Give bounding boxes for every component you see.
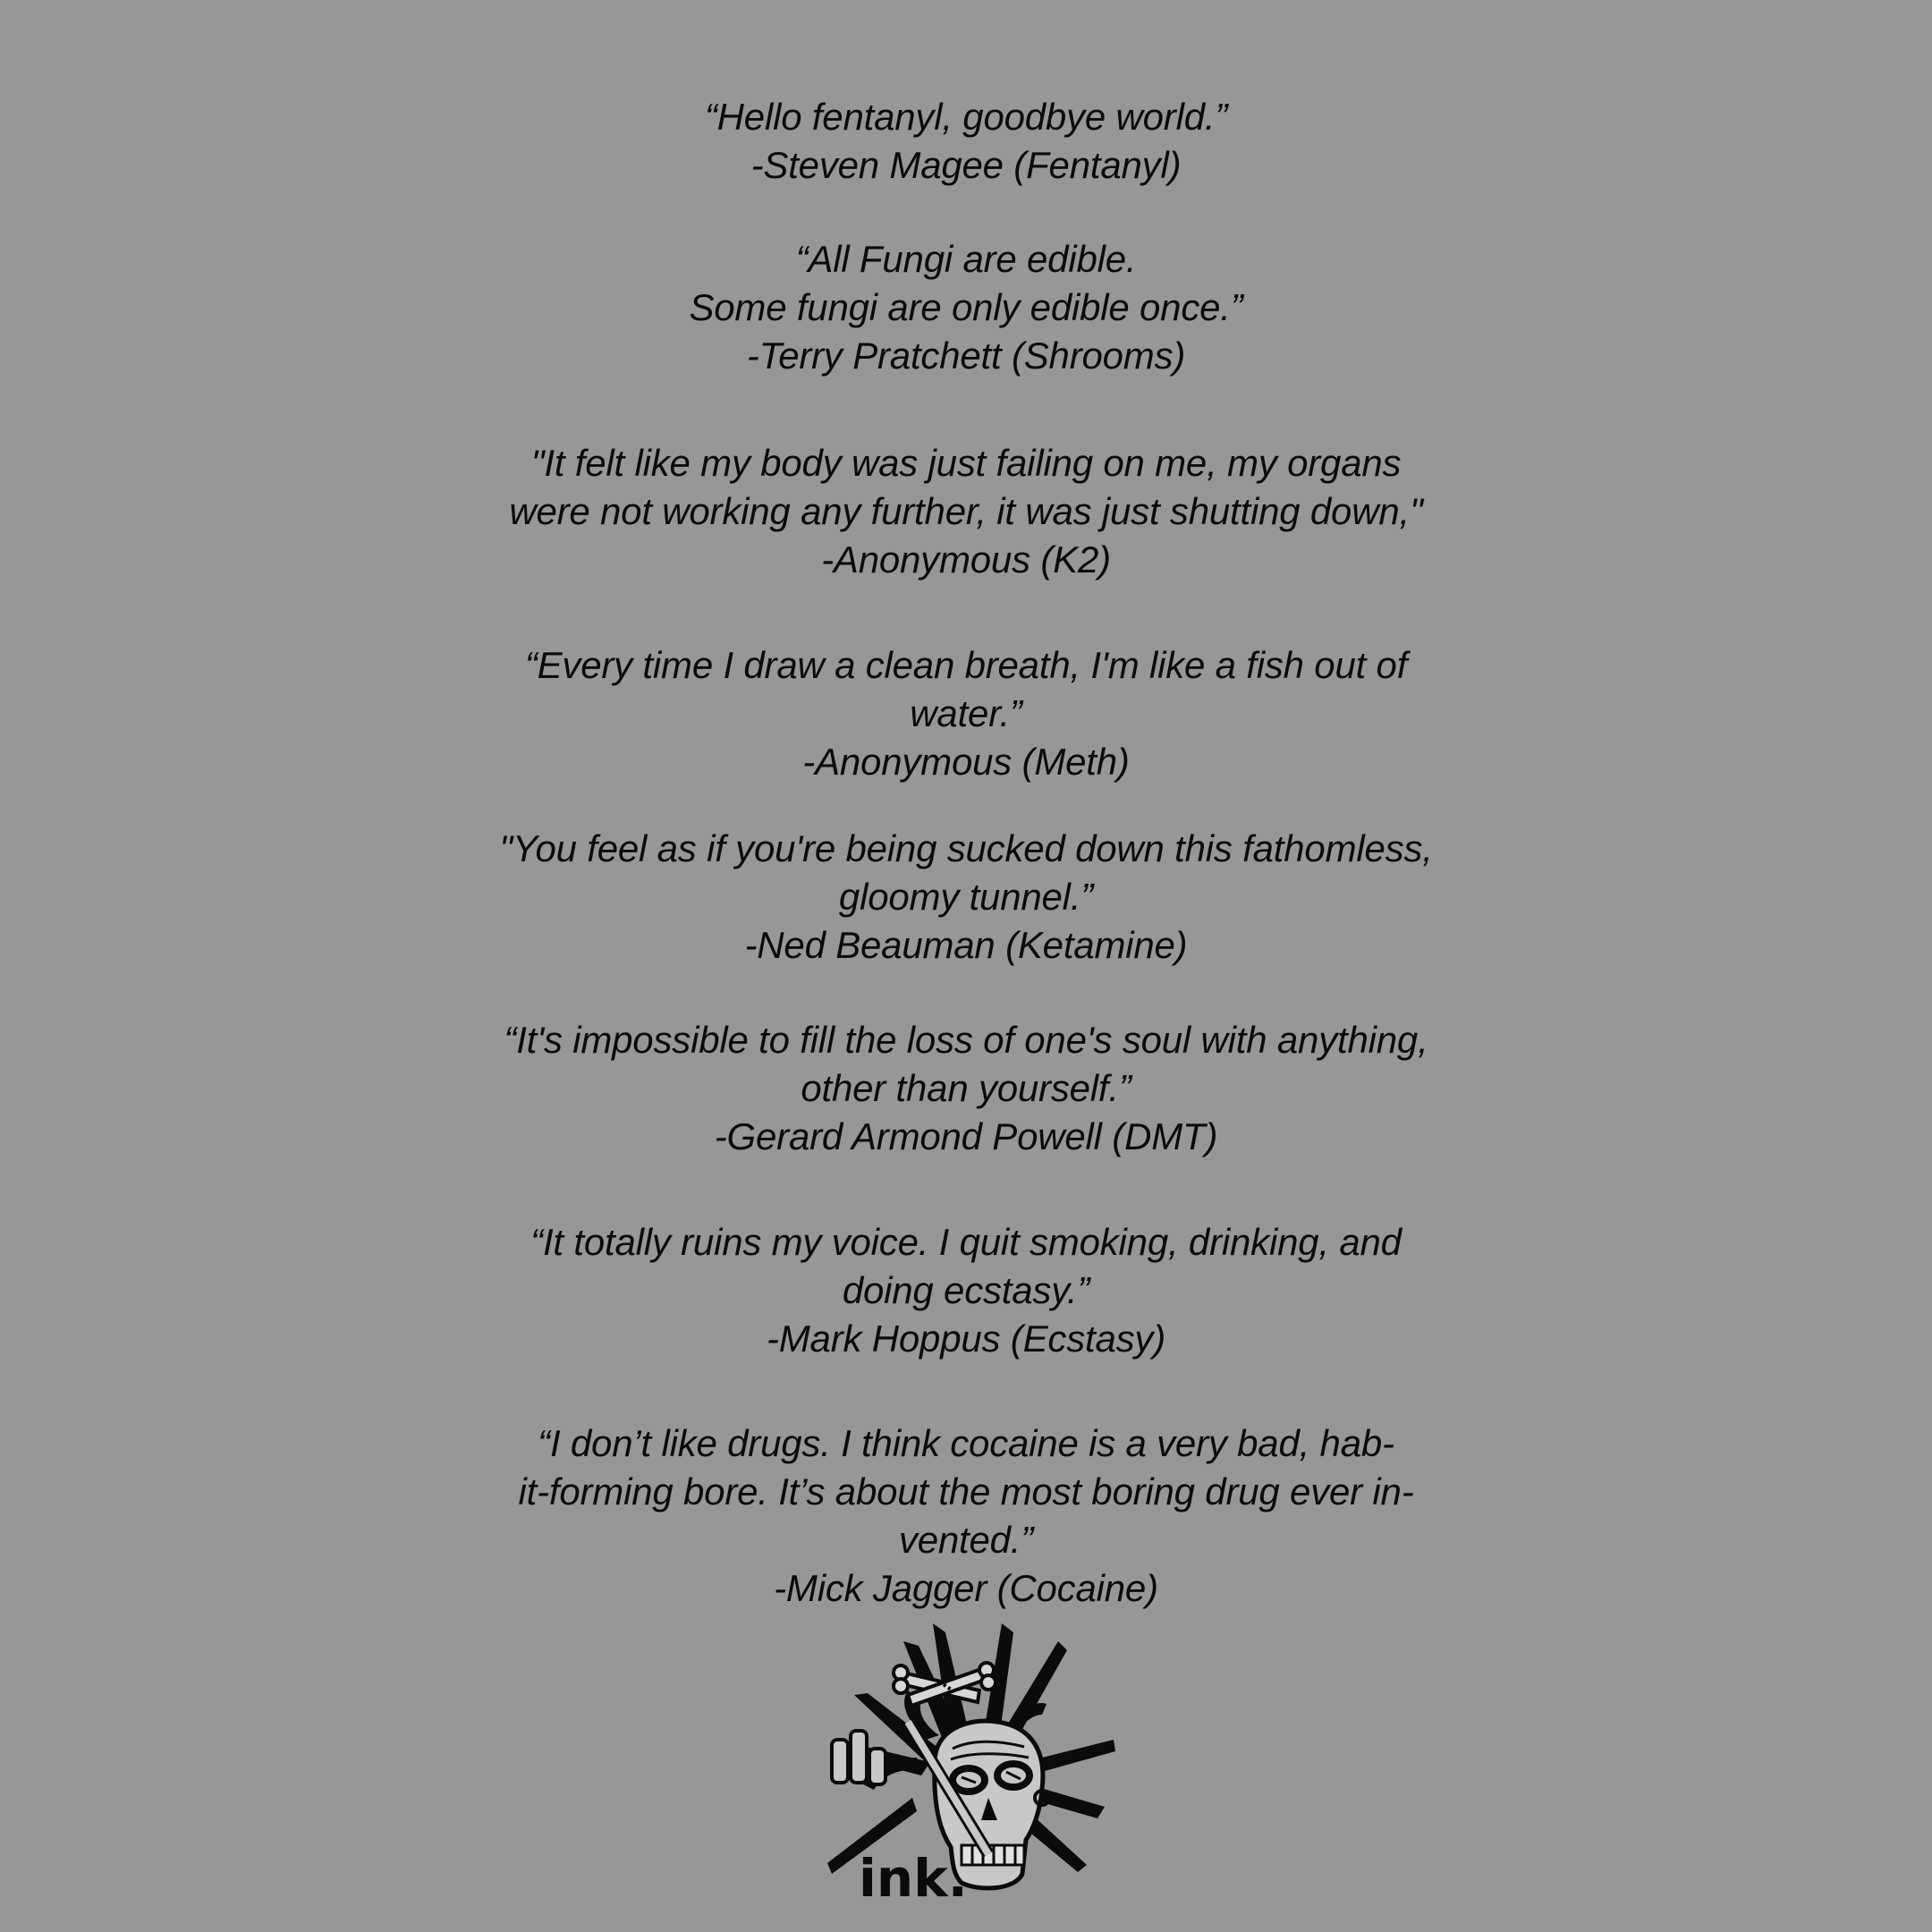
quote-text: “Hello fentanyl, goodbye world.”: [704, 96, 1228, 138]
quote-block-shrooms: [0, 235, 1932, 380]
quote-block-k2: [0, 439, 1932, 584]
quote-attribution: -Mick Jagger (Cocaine): [774, 1567, 1158, 1609]
quote-text: “It's impossible to fill the loss of one's soul with anything,: [504, 1019, 1428, 1061]
quote-attribution: -Anonymous (K2): [821, 538, 1111, 580]
quote-text: “I don’t like drugs. I think cocaine is a very bad, hab-: [538, 1422, 1394, 1464]
quote-text: gloomy tunnel.”: [838, 876, 1094, 918]
quote-text: “Every time I draw a clean breath, I'm like a fish out of: [524, 644, 1408, 686]
quote-text: “It totally ruins my voice. I quit smoking, drinking, and: [530, 1221, 1402, 1263]
quote-text: “All Fungi are edible.: [795, 238, 1137, 280]
quote-block-ecstasy: [0, 1218, 1932, 1363]
quote-text: "You feel as if you're being sucked down this fathomless,: [499, 827, 1433, 869]
quote-attribution: -Anonymous (Meth): [802, 741, 1130, 783]
quote-block-dmt: [0, 1016, 1932, 1161]
quote-text: water.”: [910, 692, 1022, 734]
quote-text: vented.”: [898, 1519, 1034, 1561]
quote-attribution: -Ned Beauman (Ketamine): [744, 924, 1188, 966]
quote-block-ketamine: [0, 825, 1932, 970]
skull-logo-icon: [818, 1606, 1123, 1910]
quote-text: other than yourself.”: [801, 1067, 1131, 1109]
quote-attribution: -Terry Pratchett (Shrooms): [746, 335, 1186, 377]
quote-block-cocaine: [0, 1419, 1932, 1613]
quote-attribution: -Steven Magee (Fentanyl): [750, 144, 1182, 186]
quote-attribution: -Gerard Armond Powell (DMT): [714, 1115, 1218, 1157]
quote-block-meth: [0, 641, 1932, 786]
quote-text: were not working any further, it was just shutting down,": [509, 490, 1423, 532]
quote-text: it-forming bore. It’s about the most boring drug ever in-: [518, 1470, 1414, 1513]
quote-attribution: -Mark Hoppus (Ecstasy): [766, 1318, 1166, 1360]
quote-text: doing ecstasy.”: [842, 1269, 1090, 1311]
quote-text: "It felt like my body was just failing on me, my organs: [530, 442, 1402, 484]
logo-text: ink.: [859, 1848, 968, 1909]
quote-text: Some fungi are only edible once.”: [689, 286, 1243, 328]
quote-block-fentanyl: [0, 93, 1932, 190]
